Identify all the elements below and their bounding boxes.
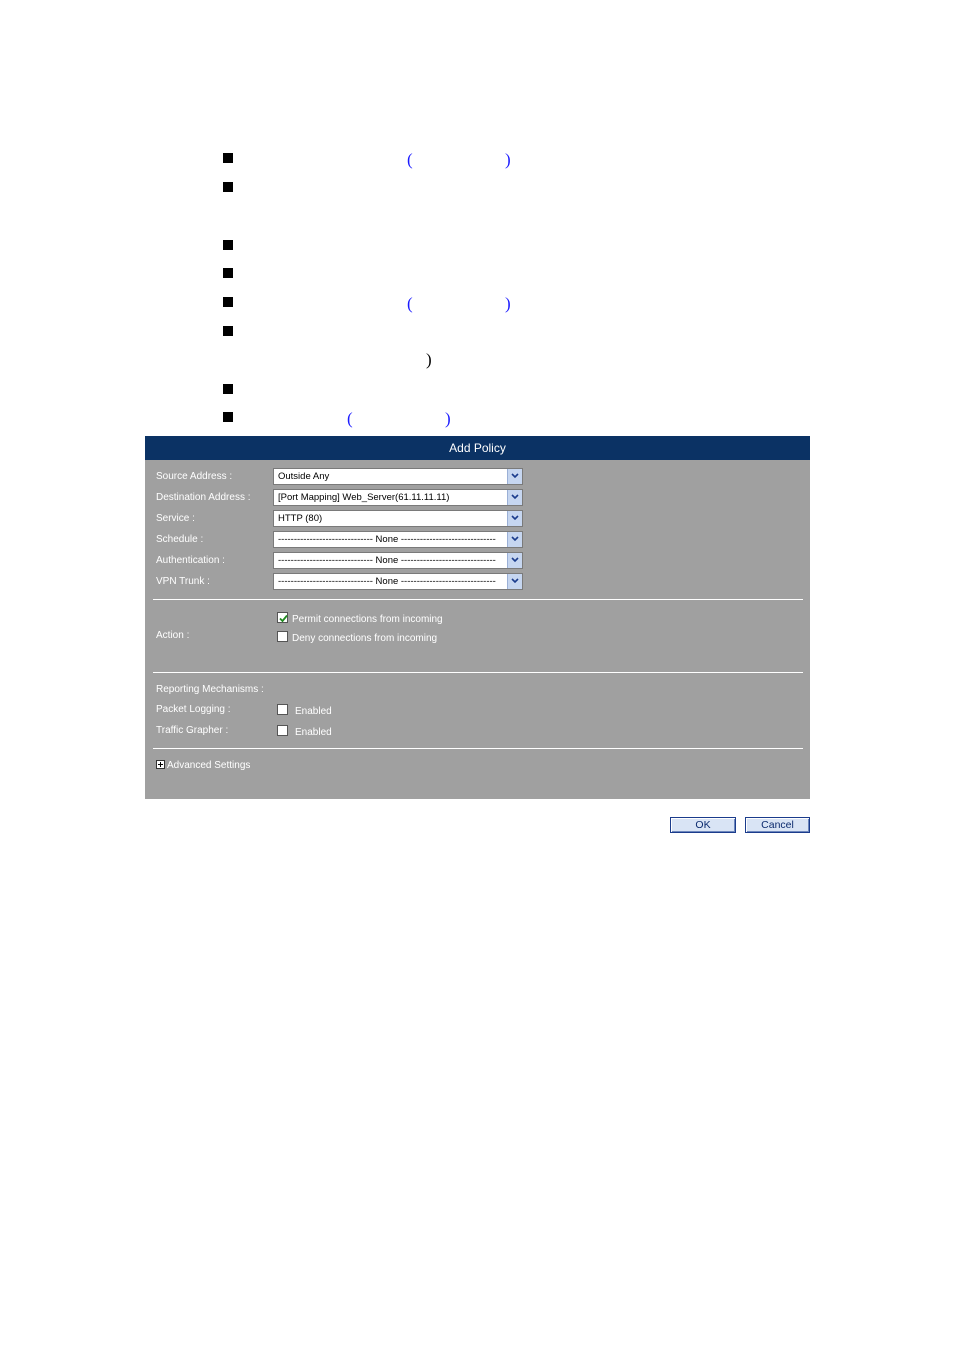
close-paren: ) <box>445 409 451 428</box>
destination-address-select[interactable] <box>273 489 523 506</box>
permit-checkbox[interactable] <box>277 612 288 623</box>
ok-button[interactable]: OK <box>670 817 736 833</box>
divider <box>153 748 803 749</box>
source-address-value: Outside Any <box>278 471 330 482</box>
source-address-select[interactable] <box>273 468 523 485</box>
source-address-label: Source Address : <box>156 471 233 482</box>
bullet-square-icon <box>223 297 233 307</box>
bullet-square-icon <box>223 384 233 394</box>
panel-title: Add Policy <box>145 436 810 460</box>
bullet-list <box>0 0 954 430</box>
add-policy-panel <box>145 436 810 799</box>
bullet-square-icon <box>223 153 233 163</box>
packet-logging-label: Packet Logging : <box>156 704 231 715</box>
authentication-select[interactable] <box>273 552 523 569</box>
action-label: Action : <box>156 630 190 641</box>
open-paren: ( <box>407 150 413 169</box>
open-paren: ( <box>347 409 353 428</box>
vpn-trunk-select[interactable] <box>273 573 523 590</box>
bullet-square-icon <box>223 182 233 192</box>
chevron-down-icon[interactable] <box>507 553 522 568</box>
service-label: Service : <box>156 513 195 524</box>
chevron-down-icon[interactable] <box>507 511 522 526</box>
schedule-select[interactable] <box>273 531 523 548</box>
chevron-down-icon[interactable] <box>507 574 522 589</box>
divider <box>153 599 803 600</box>
schedule-value: ------------------------------ None ------------------------------ <box>278 534 496 545</box>
chevron-down-icon[interactable] <box>507 469 522 484</box>
cancel-button[interactable]: Cancel <box>745 817 810 833</box>
divider <box>153 672 803 673</box>
permit-label: Permit connections from incoming <box>292 614 443 625</box>
service-value: HTTP (80) <box>278 513 323 524</box>
traffic-grapher-label: Traffic Grapher : <box>156 725 229 736</box>
bullet-square-icon <box>223 412 233 422</box>
bullet-square-icon <box>223 326 233 336</box>
chevron-down-icon[interactable] <box>507 490 522 505</box>
close-paren: ) <box>505 150 511 169</box>
bullet-square-icon <box>223 240 233 250</box>
chevron-down-icon[interactable] <box>507 532 522 547</box>
advanced-settings-link[interactable]: Advanced Settings <box>167 760 251 771</box>
packet-logging-text: Enabled <box>295 706 332 717</box>
deny-label: Deny connections from incoming <box>292 633 438 644</box>
plus-expand-icon[interactable] <box>156 760 165 769</box>
traffic-grapher-text: Enabled <box>295 727 332 738</box>
reporting-heading: Reporting Mechanisms : <box>156 684 264 695</box>
close-paren: ) <box>505 294 511 313</box>
packet-logging-checkbox[interactable] <box>277 704 288 715</box>
destination-address-label: Destination Address : <box>156 492 251 503</box>
schedule-label: Schedule : <box>156 534 204 545</box>
open-paren: ( <box>407 294 413 313</box>
service-select[interactable] <box>273 510 523 527</box>
deny-checkbox[interactable] <box>277 631 288 642</box>
traffic-grapher-checkbox[interactable] <box>277 725 288 736</box>
authentication-label: Authentication : <box>156 555 225 566</box>
close-paren: ) <box>426 350 432 369</box>
bullet-square-icon <box>223 268 233 278</box>
authentication-value: ------------------------------ None ------------------------------ <box>278 555 496 566</box>
destination-address-value: [Port Mapping] Web_Server(61.11.11.11) <box>278 492 450 503</box>
vpn-trunk-value: ------------------------------ None ------------------------------ <box>278 576 496 587</box>
vpn-trunk-label: VPN Trunk : <box>156 576 210 587</box>
